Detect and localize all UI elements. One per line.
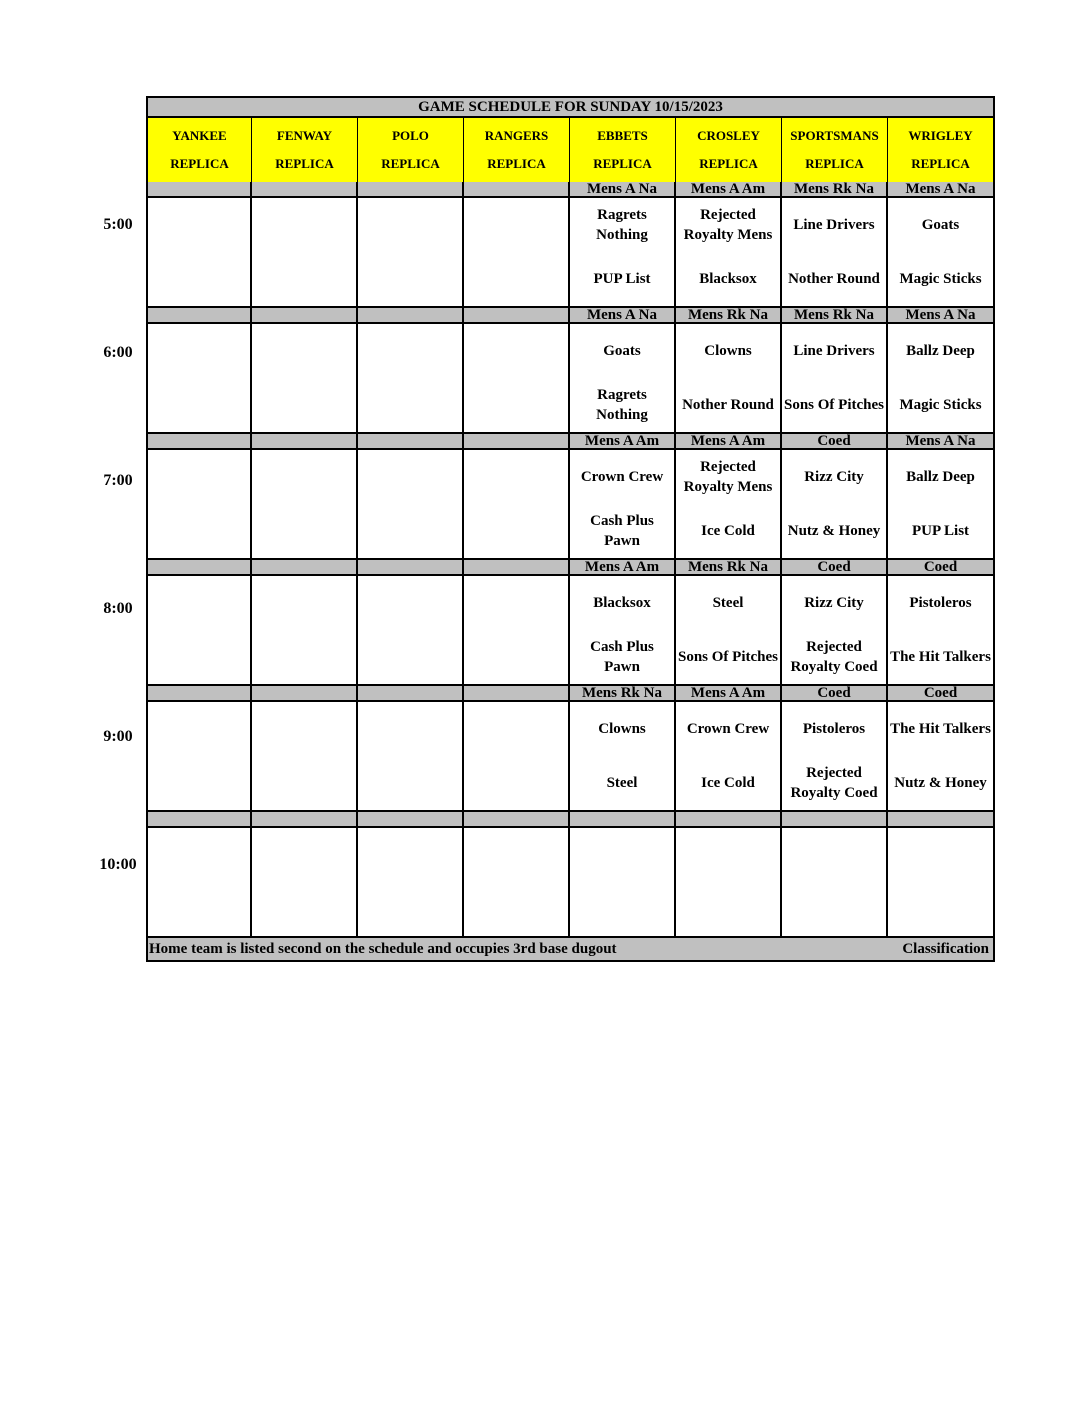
game-cell [782, 324, 888, 434]
away-team: Steel [712, 595, 744, 611]
home-team: PUP List [911, 523, 970, 539]
away-team [252, 828, 356, 882]
field-name: SPORTSMANS [790, 128, 879, 143]
home-team [148, 630, 250, 684]
classification-row [146, 182, 995, 198]
away-team: Line Drivers [793, 343, 875, 359]
footer-note: Home team is listed second on the schedule and occupies 3rd base dugout [149, 940, 617, 957]
home-team: Cash Plus Pawn [590, 639, 654, 675]
field-type: REPLICA [593, 156, 652, 171]
home-team: The Hit Talkers [890, 649, 991, 665]
game-cell [570, 198, 676, 308]
away-team [252, 324, 356, 378]
game-cell [252, 828, 358, 938]
game-cell [570, 702, 676, 812]
away-team: Pistoleros [802, 721, 866, 737]
classification-cell [148, 308, 252, 324]
away-team: Clowns [598, 721, 646, 737]
field-type: REPLICA [275, 156, 334, 171]
classification-cell: Mens A Na [888, 182, 995, 198]
game-cell [676, 702, 782, 812]
classification-cell [252, 560, 358, 576]
time-label: 7:00 [103, 472, 133, 489]
away-team: Rejected Royalty Mens [683, 459, 773, 495]
classification-cell [252, 182, 358, 198]
classification-row [146, 434, 995, 450]
home-team [358, 504, 462, 558]
time-slot-row [146, 324, 995, 434]
home-team: Rejected Royalty Coed [790, 639, 878, 675]
classification-cell [358, 434, 464, 450]
game-cell [888, 702, 995, 812]
game-cell [676, 576, 782, 686]
game-cell [148, 198, 252, 308]
home-team [464, 756, 568, 810]
classification-cell [358, 812, 464, 828]
field-header-5 [676, 118, 782, 182]
away-team: The Hit Talkers [890, 721, 991, 737]
away-team: Line Drivers [793, 217, 875, 233]
away-team: Rejected Royalty Mens [683, 207, 773, 243]
home-team: Magic Sticks [899, 397, 982, 413]
classification-cell [252, 308, 358, 324]
classification-cell [676, 812, 782, 828]
home-team: Steel [606, 775, 638, 791]
classification-cell [464, 686, 570, 702]
classification-cell: Coed [888, 560, 995, 576]
time-label: 5:00 [103, 216, 133, 233]
classification-cell [148, 686, 252, 702]
classification-row [146, 812, 995, 828]
classification-cell: Mens A Am [570, 560, 676, 576]
away-team [464, 198, 568, 252]
classification-cell [888, 812, 995, 828]
game-cell [358, 576, 464, 686]
classification-cell: Mens Rk Na [782, 182, 888, 198]
home-team [464, 378, 568, 432]
time-label: 10:00 [99, 856, 137, 873]
game-cell [570, 576, 676, 686]
classification-cell: Mens Rk Na [782, 308, 888, 324]
field-header-4 [570, 118, 676, 182]
game-cell [252, 702, 358, 812]
away-team [676, 828, 780, 882]
home-team [676, 882, 780, 936]
away-team [464, 450, 568, 504]
classification-cell: Coed [782, 686, 888, 702]
game-cell [358, 828, 464, 938]
classification-cell: Mens A Am [676, 434, 782, 450]
home-team [464, 630, 568, 684]
time-slot-row [146, 198, 995, 308]
field-name: RANGERS [484, 128, 549, 143]
time-label: 8:00 [103, 600, 133, 617]
home-team [252, 630, 356, 684]
game-cell [358, 702, 464, 812]
classification-cell: Mens Rk Na [676, 560, 782, 576]
field-header-7 [888, 118, 993, 182]
home-team [252, 378, 356, 432]
classification-cell [148, 182, 252, 198]
away-team [782, 828, 886, 882]
classification-cell: Mens A Am [676, 686, 782, 702]
field-header-0 [148, 118, 252, 182]
away-team [148, 576, 250, 630]
game-cell [888, 828, 995, 938]
field-name: FENWAY [276, 128, 333, 143]
time-label: 9:00 [103, 728, 133, 745]
game-cell [148, 324, 252, 434]
home-team [148, 252, 250, 306]
game-cell [148, 450, 252, 560]
away-team [148, 324, 250, 378]
home-team [464, 882, 568, 936]
game-cell [252, 576, 358, 686]
classification-cell [252, 434, 358, 450]
away-team [148, 828, 250, 882]
game-cell [782, 450, 888, 560]
home-team [252, 882, 356, 936]
game-cell [464, 198, 570, 308]
away-team: Pistoleros [909, 595, 972, 611]
classification-cell [464, 812, 570, 828]
home-team: Cash Plus Pawn [590, 513, 654, 549]
away-team [252, 576, 356, 630]
home-team [358, 378, 462, 432]
home-team: Ice Cold [701, 775, 755, 791]
schedule-body [146, 182, 995, 938]
game-cell [252, 450, 358, 560]
away-team [252, 702, 356, 756]
home-team: Sons Of Pitches [783, 397, 884, 413]
away-team: Goats [603, 343, 641, 359]
classification-cell: Mens A Am [570, 434, 676, 450]
away-team [358, 702, 462, 756]
schedule-table [146, 96, 995, 962]
classification-row [146, 560, 995, 576]
classification-cell [570, 812, 676, 828]
away-team [148, 450, 250, 504]
away-team [148, 198, 250, 252]
field-name: YANKEE [172, 128, 227, 143]
home-team: Nutz & Honey [894, 775, 987, 791]
game-cell [888, 198, 995, 308]
game-cell [464, 450, 570, 560]
away-team: Rizz City [804, 595, 864, 611]
game-cell [148, 702, 252, 812]
game-cell [570, 828, 676, 938]
classification-cell: Mens Rk Na [676, 308, 782, 324]
home-team: Magic Sticks [899, 271, 982, 287]
home-team [252, 756, 356, 810]
classification-cell: Mens A Na [570, 308, 676, 324]
home-team: PUP List [593, 271, 651, 287]
game-cell [676, 828, 782, 938]
game-cell [570, 324, 676, 434]
away-team [464, 828, 568, 882]
schedule-footer [146, 938, 995, 962]
schedule-title: GAME SCHEDULE FOR SUNDAY 10/15/2023 [146, 96, 995, 118]
home-team: Nother Round [788, 271, 880, 287]
game-cell [358, 450, 464, 560]
game-cell [358, 324, 464, 434]
classification-cell [358, 686, 464, 702]
field-name: CROSLEY [697, 128, 760, 143]
classification-cell [252, 812, 358, 828]
game-cell [676, 198, 782, 308]
classification-row [146, 686, 995, 702]
time-slot-row [146, 450, 995, 560]
game-cell [148, 828, 252, 938]
time-label: 6:00 [103, 344, 133, 361]
field-name: EBBETS [597, 128, 648, 143]
away-team: Ragrets Nothing [596, 207, 648, 243]
away-team [252, 450, 356, 504]
home-team [358, 756, 462, 810]
away-team [358, 198, 462, 252]
away-team [358, 576, 462, 630]
classification-cell [148, 560, 252, 576]
home-team [570, 882, 674, 936]
field-name: POLO [392, 128, 429, 143]
away-team: Rizz City [804, 469, 864, 485]
classification-cell: Mens Rk Na [570, 686, 676, 702]
home-team: Nutz & Honey [787, 523, 881, 539]
home-team: Ragrets Nothing [596, 387, 648, 423]
field-type: REPLICA [805, 156, 864, 171]
time-slot-row [146, 576, 995, 686]
classification-cell: Mens A Am [676, 182, 782, 198]
time-slot-row [146, 828, 995, 938]
home-team [464, 504, 568, 558]
game-cell [464, 576, 570, 686]
away-team [464, 702, 568, 756]
field-header-6 [782, 118, 888, 182]
classification-cell [148, 434, 252, 450]
classification-cell: Coed [888, 686, 995, 702]
game-cell [464, 702, 570, 812]
home-team [888, 882, 993, 936]
home-team [252, 252, 356, 306]
classification-cell [358, 182, 464, 198]
classification-cell [782, 812, 888, 828]
away-team [358, 324, 462, 378]
away-team: Ballz Deep [906, 469, 975, 485]
field-header-1 [252, 118, 358, 182]
classification-cell [464, 308, 570, 324]
classification-cell [252, 686, 358, 702]
game-cell [782, 198, 888, 308]
home-team [148, 378, 250, 432]
time-slot-row [146, 702, 995, 812]
away-team [252, 198, 356, 252]
home-team: Nother Round [682, 397, 774, 413]
home-team [148, 504, 250, 558]
game-cell [252, 198, 358, 308]
home-team: Ice Cold [701, 523, 755, 539]
away-team [148, 702, 250, 756]
home-team [782, 882, 886, 936]
field-name: WRIGLEY [908, 128, 973, 143]
home-team [148, 756, 250, 810]
classification-cell [464, 182, 570, 198]
away-team: Ballz Deep [906, 343, 975, 359]
game-cell [888, 450, 995, 560]
field-header-row [146, 118, 995, 182]
home-team [358, 252, 462, 306]
home-team: Rejected Royalty Coed [790, 765, 878, 801]
game-cell [464, 828, 570, 938]
away-team: Crown Crew [686, 721, 770, 737]
field-type: REPLICA [170, 156, 229, 171]
classification-cell [148, 812, 252, 828]
game-cell [252, 324, 358, 434]
game-cell [464, 324, 570, 434]
field-type: REPLICA [911, 156, 970, 171]
classification-cell [358, 560, 464, 576]
game-cell [148, 576, 252, 686]
field-header-3 [464, 118, 570, 182]
game-cell [888, 576, 995, 686]
game-cell [782, 576, 888, 686]
game-cell [782, 828, 888, 938]
classification-cell: Coed [782, 560, 888, 576]
game-cell [676, 324, 782, 434]
classification-cell: Coed [782, 434, 888, 450]
game-cell [782, 702, 888, 812]
away-team [570, 828, 674, 882]
away-team: Crown Crew [580, 469, 664, 485]
classification-cell [464, 434, 570, 450]
field-type: REPLICA [381, 156, 440, 171]
home-team [358, 630, 462, 684]
classification-row [146, 308, 995, 324]
classification-cell: Mens A Na [570, 182, 676, 198]
classification-cell [358, 308, 464, 324]
home-team: Blacksox [699, 271, 757, 287]
game-cell [570, 450, 676, 560]
away-team [358, 828, 462, 882]
away-team [464, 576, 568, 630]
classification-cell: Mens A Na [888, 308, 995, 324]
away-team [888, 828, 993, 882]
home-team [252, 504, 356, 558]
field-type: REPLICA [699, 156, 758, 171]
away-team [358, 450, 462, 504]
home-team [464, 252, 568, 306]
classification-cell [464, 560, 570, 576]
footer-classification-label: Classification [902, 940, 989, 957]
game-cell [676, 450, 782, 560]
field-header-2 [358, 118, 464, 182]
away-team [464, 324, 568, 378]
home-team: Sons Of Pitches [677, 649, 778, 665]
away-team: Goats [921, 217, 960, 233]
away-team: Clowns [704, 343, 752, 359]
game-cell [358, 198, 464, 308]
field-type: REPLICA [487, 156, 546, 171]
classification-cell: Mens A Na [888, 434, 995, 450]
home-team [358, 882, 462, 936]
game-cell [888, 324, 995, 434]
home-team [148, 882, 250, 936]
away-team: Blacksox [593, 595, 651, 611]
